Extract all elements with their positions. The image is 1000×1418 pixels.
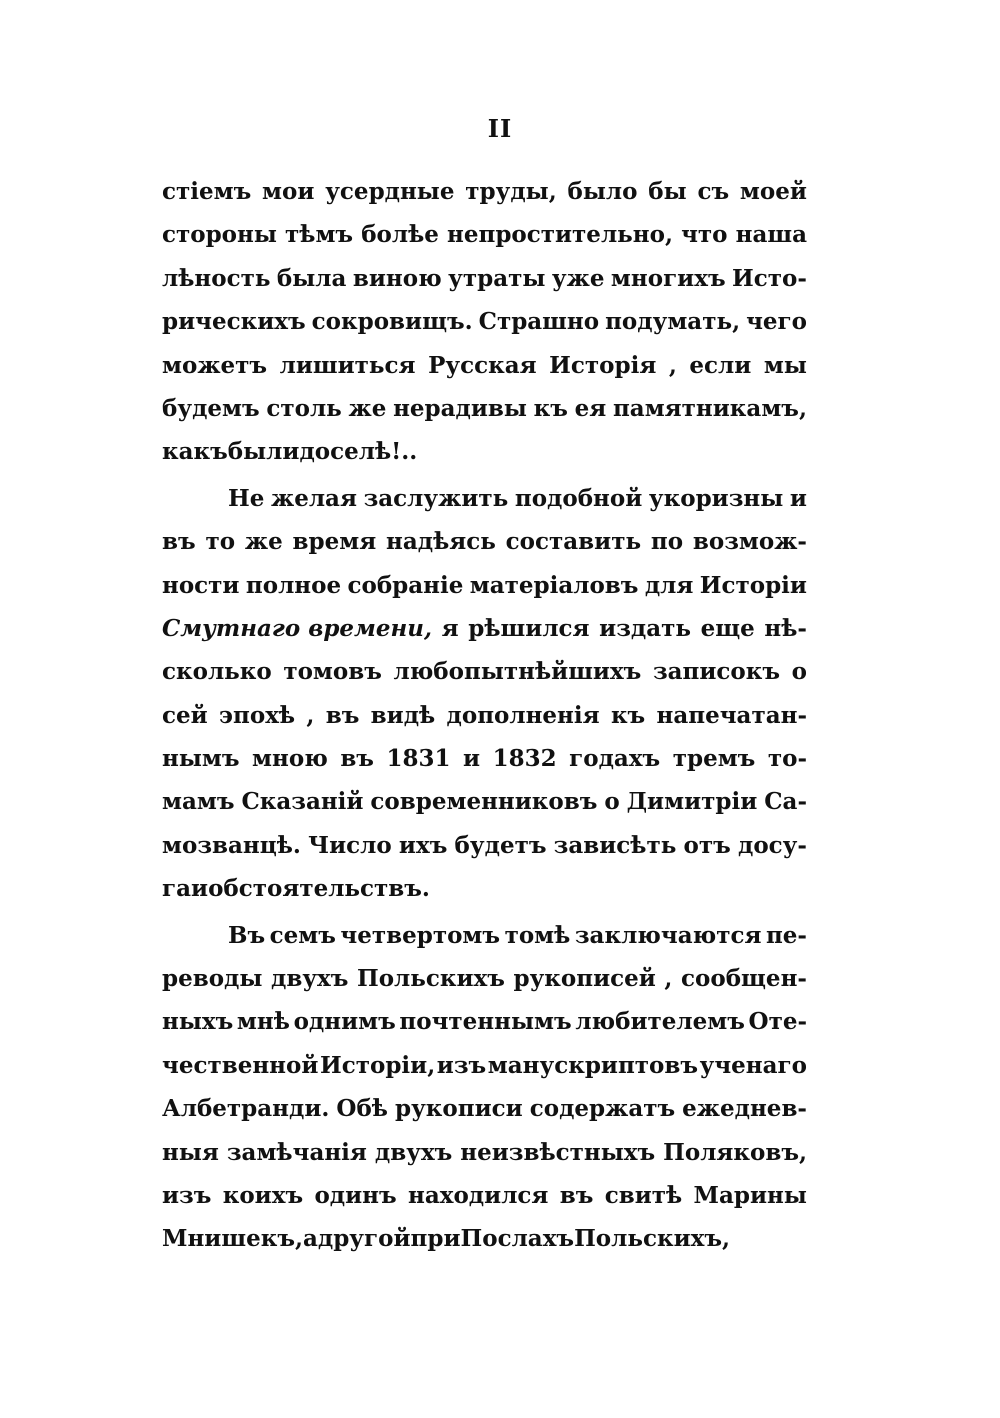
word: . (409, 438, 418, 466)
word: почтеннымъ (399, 1008, 572, 1036)
word: рукописей (513, 965, 656, 993)
word: уже (551, 264, 605, 292)
paragraph (162, 914, 807, 1261)
word: памятникамъ, (612, 394, 807, 422)
word: замѣчанія (226, 1138, 367, 1166)
word: мамъ (162, 788, 235, 816)
word: любопытнѣйшихъ (393, 658, 642, 686)
word: Страшно (478, 308, 600, 336)
word: составить (505, 528, 642, 556)
word: свитѣ (604, 1181, 683, 1209)
word: и (191, 875, 209, 903)
word: съ (697, 178, 730, 205)
word: ежеднев- (682, 1095, 807, 1123)
word: матеріаловъ (469, 571, 639, 599)
body-text (162, 170, 807, 1261)
word: четвертомъ (340, 921, 501, 949)
text-line (162, 1087, 807, 1130)
text-line (162, 344, 807, 387)
word: мои (262, 178, 315, 205)
word: мозванцѣ. (162, 831, 301, 859)
word: были (227, 438, 300, 466)
text-line (162, 914, 807, 957)
text-line (162, 564, 807, 607)
word: Исто- (732, 264, 807, 292)
word: что (681, 221, 728, 249)
word: Марины (693, 1181, 807, 1209)
text-line (162, 1000, 807, 1043)
word: о (791, 658, 807, 686)
paragraph (162, 477, 807, 911)
text-line (162, 1044, 807, 1087)
word: мы (763, 351, 807, 379)
word: годахъ (569, 745, 661, 773)
word: въ (325, 701, 360, 729)
word: и (789, 484, 807, 512)
word: время (292, 528, 377, 556)
word: ныя (162, 1138, 219, 1166)
text-line (162, 1131, 807, 1174)
word: ныхъ (162, 1008, 234, 1036)
word: и (463, 745, 481, 773)
word: собраніе (347, 571, 464, 599)
word: то- (767, 745, 807, 773)
word: , (668, 351, 677, 379)
word: подобной (514, 484, 643, 512)
word: семъ (269, 921, 336, 949)
word: , (306, 701, 315, 729)
word: въ (162, 528, 196, 556)
paragraph (162, 170, 807, 474)
text-line (162, 650, 807, 693)
text-line (162, 170, 807, 213)
word: находился (408, 1181, 549, 1209)
word: Са- (764, 788, 807, 816)
word: томѣ (504, 921, 571, 949)
word: надѣясь (386, 528, 496, 556)
word: виною (352, 264, 442, 292)
word: бы (648, 178, 687, 205)
word: тѣмъ (285, 221, 354, 249)
word: Сказаній (241, 788, 364, 816)
word: изъ (162, 1181, 212, 1209)
word: реводы (162, 965, 263, 993)
word: издать (599, 614, 692, 642)
text-line (162, 780, 807, 823)
word: чего (746, 308, 807, 336)
word: Не (228, 484, 265, 512)
word: ности (162, 571, 240, 599)
text-line (162, 824, 807, 867)
word: полное (245, 571, 342, 599)
word: стороны (162, 221, 277, 249)
word: неизвѣстныхъ (460, 1138, 656, 1166)
word: сколько (162, 658, 272, 686)
word: однимъ (293, 1008, 396, 1036)
word: было (567, 178, 638, 205)
text-line (162, 867, 807, 910)
word: лишиться (279, 351, 416, 379)
text-line (162, 477, 807, 520)
word: другой (317, 1225, 411, 1253)
word: эпохѣ (219, 701, 296, 729)
word: рѣшился (468, 614, 590, 642)
word: рическихъ (162, 308, 306, 336)
word: досу- (738, 831, 807, 859)
word: , (294, 1225, 303, 1253)
word: заключаются (574, 921, 762, 949)
word: возмож- (692, 528, 807, 556)
word: пе- (765, 921, 807, 949)
word: сокровищъ. (311, 308, 473, 336)
word: о (604, 788, 620, 816)
word: нѣ- (764, 614, 807, 642)
word: Оте- (748, 1008, 807, 1036)
word: рукописи (394, 1095, 523, 1123)
text-line (162, 694, 807, 737)
word: ! (391, 438, 402, 466)
word: Исторіи, (320, 1051, 436, 1079)
word: га (162, 875, 191, 903)
word: Польскихъ, (574, 1225, 730, 1253)
word: по (650, 528, 684, 556)
word: видѣ (370, 701, 436, 729)
word: лѣность (162, 264, 271, 292)
word: Димитріи (626, 788, 758, 816)
word: Исторіи (699, 571, 807, 599)
text-line (162, 1174, 807, 1217)
word: а (302, 1225, 318, 1253)
italic-phrase: Смутнаго времени, (162, 614, 433, 642)
word: зависѣть (553, 831, 677, 859)
word: столь (266, 394, 342, 422)
word: въ (559, 1181, 594, 1209)
word: моей (739, 178, 807, 205)
page-number: II (487, 114, 513, 143)
word: одинъ (314, 1181, 397, 1209)
word: Русская (428, 351, 537, 379)
word: 1832 (492, 745, 557, 773)
word: Мнишекъ (162, 1225, 295, 1253)
word: 1831 (386, 745, 451, 773)
word: многихъ (610, 264, 726, 292)
word: будемъ (162, 394, 260, 422)
word: мнѣ (236, 1008, 290, 1036)
word: . (401, 438, 410, 466)
word: напечатан- (656, 701, 807, 729)
text-line (162, 957, 807, 1000)
word: Польскихъ (356, 965, 505, 993)
word: Поляковъ, (663, 1138, 807, 1166)
word: усердные (325, 178, 455, 205)
word: ихъ (398, 831, 448, 859)
word: Обѣ (336, 1095, 388, 1123)
word: двухъ (271, 965, 349, 993)
word: Въ (228, 921, 266, 949)
word: же (348, 394, 387, 422)
word: нымъ (162, 745, 240, 773)
word: сообщен- (681, 965, 807, 993)
word: дополненія (446, 701, 600, 729)
text-line (162, 257, 807, 300)
word: мною (252, 745, 328, 773)
word: манускриптовъ (487, 1051, 699, 1079)
word: утраты (448, 264, 546, 292)
word: Исторія (549, 351, 657, 379)
word: какъ (162, 438, 228, 466)
word: обстоятельствъ. (208, 875, 430, 903)
word: любителемъ (575, 1008, 745, 1036)
text-line (162, 213, 807, 256)
word: тремъ (672, 745, 756, 773)
word: наша (735, 221, 807, 249)
word: стіемъ (162, 178, 252, 205)
word: труды, (465, 178, 557, 205)
word: можетъ (162, 351, 268, 379)
word: то (205, 528, 236, 556)
text-line (162, 1217, 807, 1260)
word: для (644, 571, 694, 599)
word: ея (574, 394, 607, 422)
word: болѣе (361, 221, 439, 249)
word: доселѣ (299, 438, 392, 466)
text-line (162, 300, 807, 343)
word: укоризны (648, 484, 784, 512)
word: двухъ (374, 1138, 453, 1166)
word: Число (308, 831, 392, 859)
word: при (410, 1225, 461, 1253)
word: была (276, 264, 347, 292)
word: отъ (683, 831, 731, 859)
word: содержатъ (529, 1095, 676, 1123)
text-line (162, 520, 807, 563)
word: я (441, 614, 459, 642)
word: изъ (436, 1051, 487, 1079)
word: въ (340, 745, 374, 773)
word: , (664, 965, 673, 993)
word: Албетранди. (162, 1095, 330, 1123)
text-line (162, 430, 807, 473)
text-line (162, 387, 807, 430)
word: будетъ (454, 831, 547, 859)
word: же (244, 528, 283, 556)
text-line (162, 607, 807, 650)
word: къ (533, 394, 568, 422)
word: подумать, (605, 308, 741, 336)
word: чественной (162, 1051, 319, 1079)
word: томовъ (283, 658, 382, 686)
word: желая (270, 484, 357, 512)
word: если (689, 351, 752, 379)
word: коихъ (222, 1181, 304, 1209)
word: современниковъ (370, 788, 598, 816)
word: записокъ (652, 658, 781, 686)
word: ученаго (699, 1051, 807, 1079)
text-line (162, 737, 807, 780)
word: къ (610, 701, 646, 729)
word: нерадивы (393, 394, 527, 422)
word: сей (162, 701, 208, 729)
word: непростительно, (447, 221, 673, 249)
word: еще (700, 614, 755, 642)
word: заслужить (363, 484, 509, 512)
word: Послахъ (460, 1225, 575, 1253)
